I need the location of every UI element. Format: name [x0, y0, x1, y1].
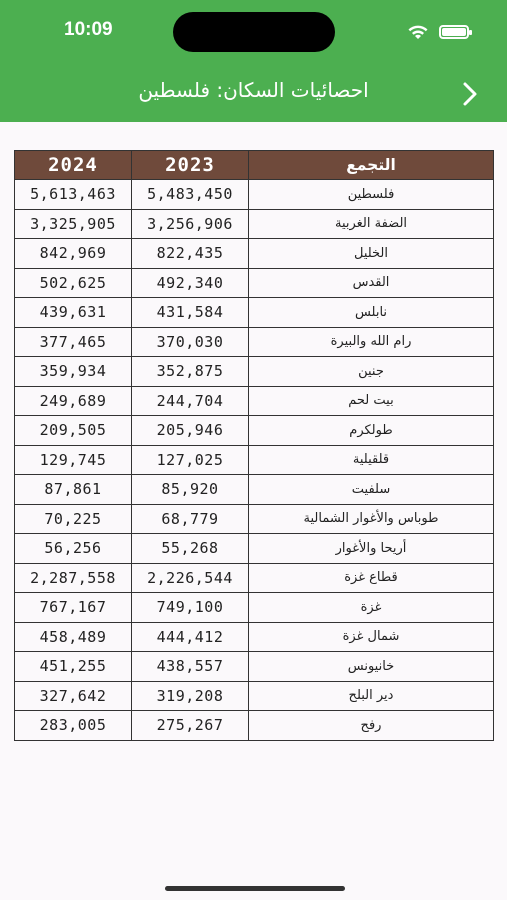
cell-2024: 5,613,463: [15, 180, 132, 210]
cell-2023: 275,267: [132, 711, 249, 741]
cell-2023: 85,920: [132, 475, 249, 505]
page-title: احصائيات السكان: فلسطين: [138, 78, 369, 102]
dynamic-island: [173, 12, 335, 52]
table-row: [15, 504, 494, 534]
cell-locality: قطاع غزة: [249, 563, 494, 593]
table-row: [15, 416, 494, 446]
table-row: [15, 209, 494, 239]
table-row: [15, 563, 494, 593]
table-row: [15, 357, 494, 387]
cell-2023: 205,946: [132, 416, 249, 446]
cell-2024: 458,489: [15, 622, 132, 652]
cell-2024: 451,255: [15, 652, 132, 682]
cell-locality: فلسطين: [249, 180, 494, 210]
cell-locality: رفح: [249, 711, 494, 741]
table-row: [15, 681, 494, 711]
cell-locality: بيت لحم: [249, 386, 494, 416]
home-indicator[interactable]: [165, 886, 345, 891]
cell-locality: طولكرم: [249, 416, 494, 446]
table-row: [15, 652, 494, 682]
table-header-row: [15, 151, 494, 180]
cell-2024: 439,631: [15, 298, 132, 328]
chevron-right-icon[interactable]: [458, 80, 482, 108]
cell-2023: 370,030: [132, 327, 249, 357]
table-row: [15, 711, 494, 741]
cell-2024: 359,934: [15, 357, 132, 387]
table-row: [15, 593, 494, 623]
navigation-bar: [0, 0, 507, 122]
status-icons: [407, 22, 469, 42]
population-table: [14, 150, 494, 741]
table-row: [15, 327, 494, 357]
cell-2024: 377,465: [15, 327, 132, 357]
cell-2023: 749,100: [132, 593, 249, 623]
column-header-locality: التجمع: [249, 151, 494, 180]
cell-locality: أريحا والأغوار: [249, 534, 494, 564]
cell-locality: غزة: [249, 593, 494, 623]
table-row: [15, 386, 494, 416]
column-header-2024: 2024: [15, 151, 132, 180]
table-row: [15, 298, 494, 328]
table-row: [15, 239, 494, 269]
cell-2023: 822,435: [132, 239, 249, 269]
cell-2024: 2,287,558: [15, 563, 132, 593]
table-row: [15, 180, 494, 210]
cell-locality: سلفيت: [249, 475, 494, 505]
cell-locality: خانيونس: [249, 652, 494, 682]
cell-2023: 2,226,544: [132, 563, 249, 593]
cell-2023: 55,268: [132, 534, 249, 564]
cell-2023: 438,557: [132, 652, 249, 682]
cell-2024: 842,969: [15, 239, 132, 269]
cell-locality: قلقيلية: [249, 445, 494, 475]
cell-locality: نابلس: [249, 298, 494, 328]
cell-2024: 767,167: [15, 593, 132, 623]
cell-2023: 127,025: [132, 445, 249, 475]
cell-2024: 327,642: [15, 681, 132, 711]
cell-2024: 56,256: [15, 534, 132, 564]
cell-locality: دير البلح: [249, 681, 494, 711]
cell-2023: 3,256,906: [132, 209, 249, 239]
cell-2023: 444,412: [132, 622, 249, 652]
cell-2024: 283,005: [15, 711, 132, 741]
cell-2023: 244,704: [132, 386, 249, 416]
cell-locality: الضفة الغربية: [249, 209, 494, 239]
cell-2024: 3,325,905: [15, 209, 132, 239]
cell-2023: 319,208: [132, 681, 249, 711]
cell-2023: 352,875: [132, 357, 249, 387]
cell-locality: شمال غزة: [249, 622, 494, 652]
cell-2023: 431,584: [132, 298, 249, 328]
cell-2024: 129,745: [15, 445, 132, 475]
column-header-2023: 2023: [132, 151, 249, 180]
table-row: [15, 268, 494, 298]
cell-2024: 502,625: [15, 268, 132, 298]
cell-locality: جنين: [249, 357, 494, 387]
cell-2024: 209,505: [15, 416, 132, 446]
cell-locality: طوباس والأغوار الشمالية: [249, 504, 494, 534]
table-row: [15, 534, 494, 564]
status-time: 10:09: [64, 19, 113, 40]
wifi-icon: [407, 24, 429, 40]
table-row: [15, 445, 494, 475]
cell-locality: القدس: [249, 268, 494, 298]
cell-locality: الخليل: [249, 239, 494, 269]
cell-locality: رام الله والبيرة: [249, 327, 494, 357]
cell-2023: 5,483,450: [132, 180, 249, 210]
cell-2024: 249,689: [15, 386, 132, 416]
table-row: [15, 622, 494, 652]
cell-2023: 492,340: [132, 268, 249, 298]
cell-2023: 68,779: [132, 504, 249, 534]
table-row: [15, 475, 494, 505]
battery-icon: [439, 25, 469, 39]
cell-2024: 70,225: [15, 504, 132, 534]
cell-2024: 87,861: [15, 475, 132, 505]
